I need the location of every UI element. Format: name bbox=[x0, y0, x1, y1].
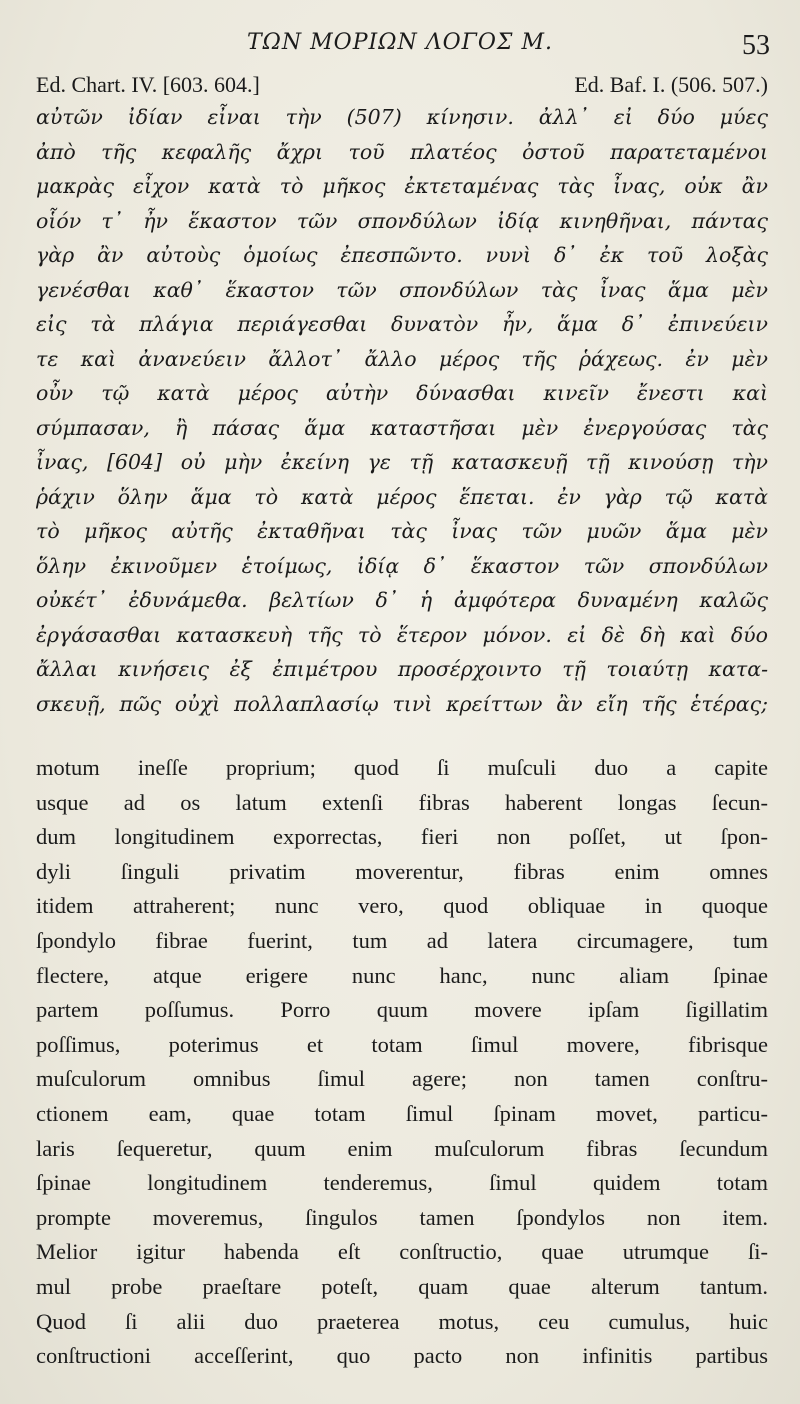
greek-text-block bbox=[36, 100, 768, 721]
running-head bbox=[0, 26, 800, 66]
latin-line: dyli ſinguli privatim moverentur, fibras enim omnes bbox=[36, 858, 768, 884]
latin-line: partem poſſumus. Porro quum movere ipſam ſigillatim bbox=[36, 997, 768, 1023]
greek-line: ἄλλαι κινήσεις ἐξ ἐπιμέτρου προσέρχοιντο τῇ τοιαύτῃ κατα- bbox=[36, 657, 768, 681]
edition-references bbox=[36, 72, 768, 100]
latin-line: prompte moveremus, ſingulos tamen ſpondylos non item. bbox=[36, 1204, 768, 1230]
greek-line: τὸ μῆκος αὐτῆς ἐκταθῆναι τὰς ἶνας τῶν μυῶν ἅμα μὲν bbox=[36, 519, 768, 543]
greek-line: ἐργάσασθαι κατασκευὴ τῆς τὸ ἕτερον μόνον. εἰ δὲ δὴ καὶ δύο bbox=[36, 622, 768, 647]
latin-line: laris ſequeretur, quum enim muſculorum fibras ſecundum bbox=[36, 1135, 768, 1161]
latin-line: ſpinae longitudinem tenderemus, ſimul quidem totam bbox=[36, 1170, 768, 1196]
latin-line: muſculorum omnibus ſimul agere; non tamen conſtru- bbox=[36, 1066, 768, 1092]
latin-translation-block bbox=[36, 751, 768, 1374]
latin-line: Quod ſi alii duo praeterea motus, ceu cumulus, huic bbox=[36, 1308, 768, 1334]
greek-line: μακρὰς εἶχον κατὰ τὸ μῆκος ἐκτεταμένας τὰς ἶνας, οὐκ ἂν bbox=[36, 174, 768, 198]
latin-line: flectere, atque erigere nunc hanc, nunc aliam ſpinae bbox=[36, 962, 768, 988]
edition-chart-reference: Ed. Chart. IV. [603. 604.] bbox=[36, 72, 260, 97]
greek-line: σύμπασαν, ἢ πάσας ἅμα καταστῆσαι μὲν ἐνεργούσας τὰς bbox=[36, 415, 768, 440]
greek-line: οὖν τῷ κατὰ μέρος αὐτὴν δύνασθαι κινεῖν ἔνεστι καὶ bbox=[36, 381, 768, 405]
greek-line: ῥάχιν ὅλην ἅμα τὸ κατὰ μέρος ἕπεται. ἐν γὰρ τῷ κατὰ bbox=[36, 484, 768, 509]
running-title: ΤΩΝ ΜΟΡΙΩΝ ΛΟΓΟΣ Μ. bbox=[247, 30, 553, 55]
greek-line: αὐτῶν ἰδίαν εἶναι τὴν (507) κίνησιν. ἀλλ᾽ εἰ δύο μύες bbox=[36, 105, 768, 129]
greek-line: ἀπὸ τῆς κεφαλῆς ἄχρι τοῦ πλατέος ὀστοῦ παρατεταμένοι bbox=[36, 139, 768, 164]
greek-line: γὰρ ἂν αὐτοὺς ὁμοίως ἐπεσπῶντο. νυνὶ δ᾽ ἐκ τοῦ λοξὰς bbox=[36, 243, 768, 267]
greek-line: εἰς τὰ πλάγια περιάγεσθαι δυνατὸν ἦν, ἅμα δ᾽ ἐπινεύειν bbox=[36, 312, 768, 336]
latin-line: ctionem eam, quae totam ſimul ſpinam movet, particu- bbox=[36, 1100, 768, 1126]
greek-line: ἶνας, [604] οὐ μὴν ἐκείνη γε τῇ κατασκευῇ τῇ κινούσῃ τὴν bbox=[36, 450, 768, 474]
edition-basel-reference: Ed. Baf. I. (506. 507.) bbox=[574, 72, 768, 97]
latin-line: Melior igitur habenda eſt conſtructio, quae utrumque ſi- bbox=[36, 1239, 768, 1265]
greek-line: τε καὶ ἀνανεύειν ἄλλοτ᾽ ἄλλο μέρος τῆς ῥάχεως. ἐν μὲν bbox=[36, 346, 768, 371]
greek-line: οὐκέτ᾽ ἐδυνάμεθα. βελτίων δ᾽ ἡ ἀμφότερα δυναμένη καλῶς bbox=[36, 588, 768, 612]
latin-line: poſſimus, poterimus et totam ſimul movere, fibrisque bbox=[36, 1031, 768, 1057]
greek-line: σκευῇ, πῶς οὐχὶ πολλαπλασίῳ τινὶ κρείττων ἂν εἴη τῆς ἑτέρας; bbox=[36, 691, 768, 716]
latin-line: itidem attraherent; nunc vero, quod obliquae in quoque bbox=[36, 893, 768, 919]
latin-line: dum longitudinem exporrectas, fieri non poſſet, ut ſpon- bbox=[36, 824, 768, 850]
greek-line: γενέσθαι καθ᾽ ἕκαστον τῶν σπονδύλων τὰς ἶνας ἅμα μὲν bbox=[36, 277, 768, 302]
latin-line: conſtructioni acceſſerint, quo pacto non infinitis partibus bbox=[36, 1343, 768, 1369]
greek-line: ὅλην ἐκινοῦμεν ἑτοίμως, ἰδίᾳ δ᾽ ἕκαστον τῶν σπονδύλων bbox=[36, 553, 768, 578]
page-number: 53 bbox=[742, 30, 770, 61]
latin-line: mul probe praeſtare poteſt, quam quae alterum tantum. bbox=[36, 1273, 768, 1299]
greek-line: οἷόν τ᾽ ἦν ἕκαστον τῶν σπονδύλων ἰδίᾳ κινηθῆναι, πάντας bbox=[36, 208, 768, 233]
latin-line: usque ad os latum extenſi fibras haberent longas ſecun- bbox=[36, 789, 768, 815]
latin-line: ſpondylo fibrae fuerint, tum ad latera circumagere, tum bbox=[36, 927, 768, 953]
latin-line: motum ineſſe proprium; quod ſi muſculi duo a capite bbox=[36, 755, 768, 780]
